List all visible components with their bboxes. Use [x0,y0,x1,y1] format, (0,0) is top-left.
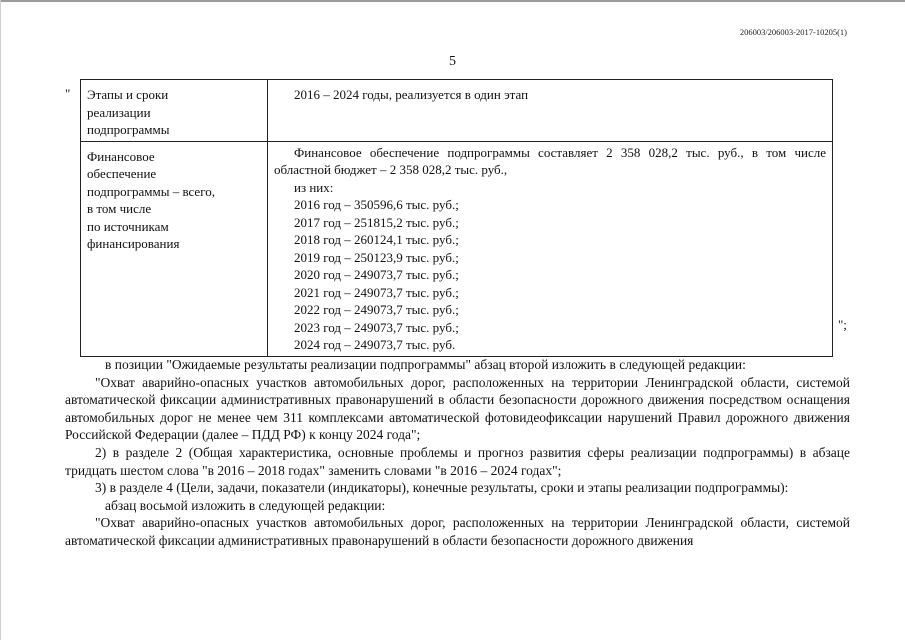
table-row-financing [81,141,833,356]
body-paragraph: 3) в разделе 4 (Цели, задачи, показатели (индикаторы), конечные результаты, сроки и этапы реализации подпрограммы): [95,480,789,496]
financing-year-line: 2017 год – 251815,2 тыс. руб.; [294,214,459,230]
label-line: подпрограммы [87,122,170,137]
scan-border-top [0,0,905,2]
financing-year-line: 2024 год – 249073,7 тыс. руб. [294,337,456,352]
label-line: Финансовое [87,148,155,164]
financing-year-line: 2023 год – 249073,7 тыс. руб.; [294,319,459,335]
body-paragraph: абзац восьмой изложить в следующей редакции: [105,497,386,513]
document-body [65,356,850,550]
financing-year-line: 2021 год – 249073,7 тыс. руб.; [294,284,459,300]
financing-of-them: из них: [294,179,334,195]
body-paragraph: в позиции "Ожидаемые результаты реализации подпрограммы" абзац второй изложить в следующей редакции: [105,357,746,372]
scan-border-left [0,0,1,640]
stages-label-cell [81,80,268,142]
financing-year-line: 2020 год – 249073,7 тыс. руб.; [294,267,459,282]
label-line: финансирования [87,236,180,251]
financing-year-line: 2022 год – 249073,7 тыс. руб.; [294,302,459,317]
table-row-stages [81,80,833,142]
body-paragraph: "Охват аварийно-опасных участков автомобильных дорог, расположенных на территории Ленинградской области, системой автоматической фиксации административных правонарушений в области безопасности дорожного движения [65,515,850,548]
financing-label-cell [81,141,268,356]
label-line: подпрограммы – всего, [87,183,215,199]
subprogram-passport-table [80,79,833,357]
financing-intro: Финансовое обеспечение подпрограммы составляет 2 358 028,2 тыс. руб., в том числе областной бюджет – 2 358 028,2 тыс. руб., [274,144,826,177]
stages-value-cell [268,80,833,142]
financing-value-cell [268,141,833,356]
financing-year-line: 2018 год – 260124,1 тыс. руб.; [294,232,459,247]
label-line: обеспечение [87,166,157,181]
financing-year-line: 2019 год – 250123,9 тыс. руб.; [294,249,459,265]
body-paragraph: 2) в разделе 2 (Общая характеристика, основные проблемы и прогноз развития сферы реализации подпрограммы) в абзаце тридцать шестом слова "в 2016 – 2018 годах" заменить словами "в 2016 – 2024 годах"; [65,444,850,478]
label-line: реализации [87,104,151,120]
opening-quote: " [65,86,71,101]
label-line: в том числе [87,201,152,216]
body-paragraph: "Охват аварийно-опасных участков автомобильных дорог, расположенных на территории Ленинградской области, системой автоматической фиксации административных правонарушений в области безопасности дорожного движения посредством оснащения автомобильных дорог не менее чем 311 комплексами автоматической фотовидеофиксации нарушений Правил дорожного движения Российской Федерации (далее – ПДД РФ) к концу 2024 года"; [65,374,850,443]
stages-value: 2016 – 2024 годы, реализуется в один этап [294,87,529,102]
financing-year-line: 2016 год – 350596,6 тыс. руб.; [294,197,459,212]
page-number: 5 [449,54,456,69]
label-line: по источникам [87,218,169,234]
closing-quote: "; [838,317,847,332]
document-id: 206003/206003-2017-10205(1) [739,27,847,37]
label-line: Этапы и сроки [87,87,169,102]
